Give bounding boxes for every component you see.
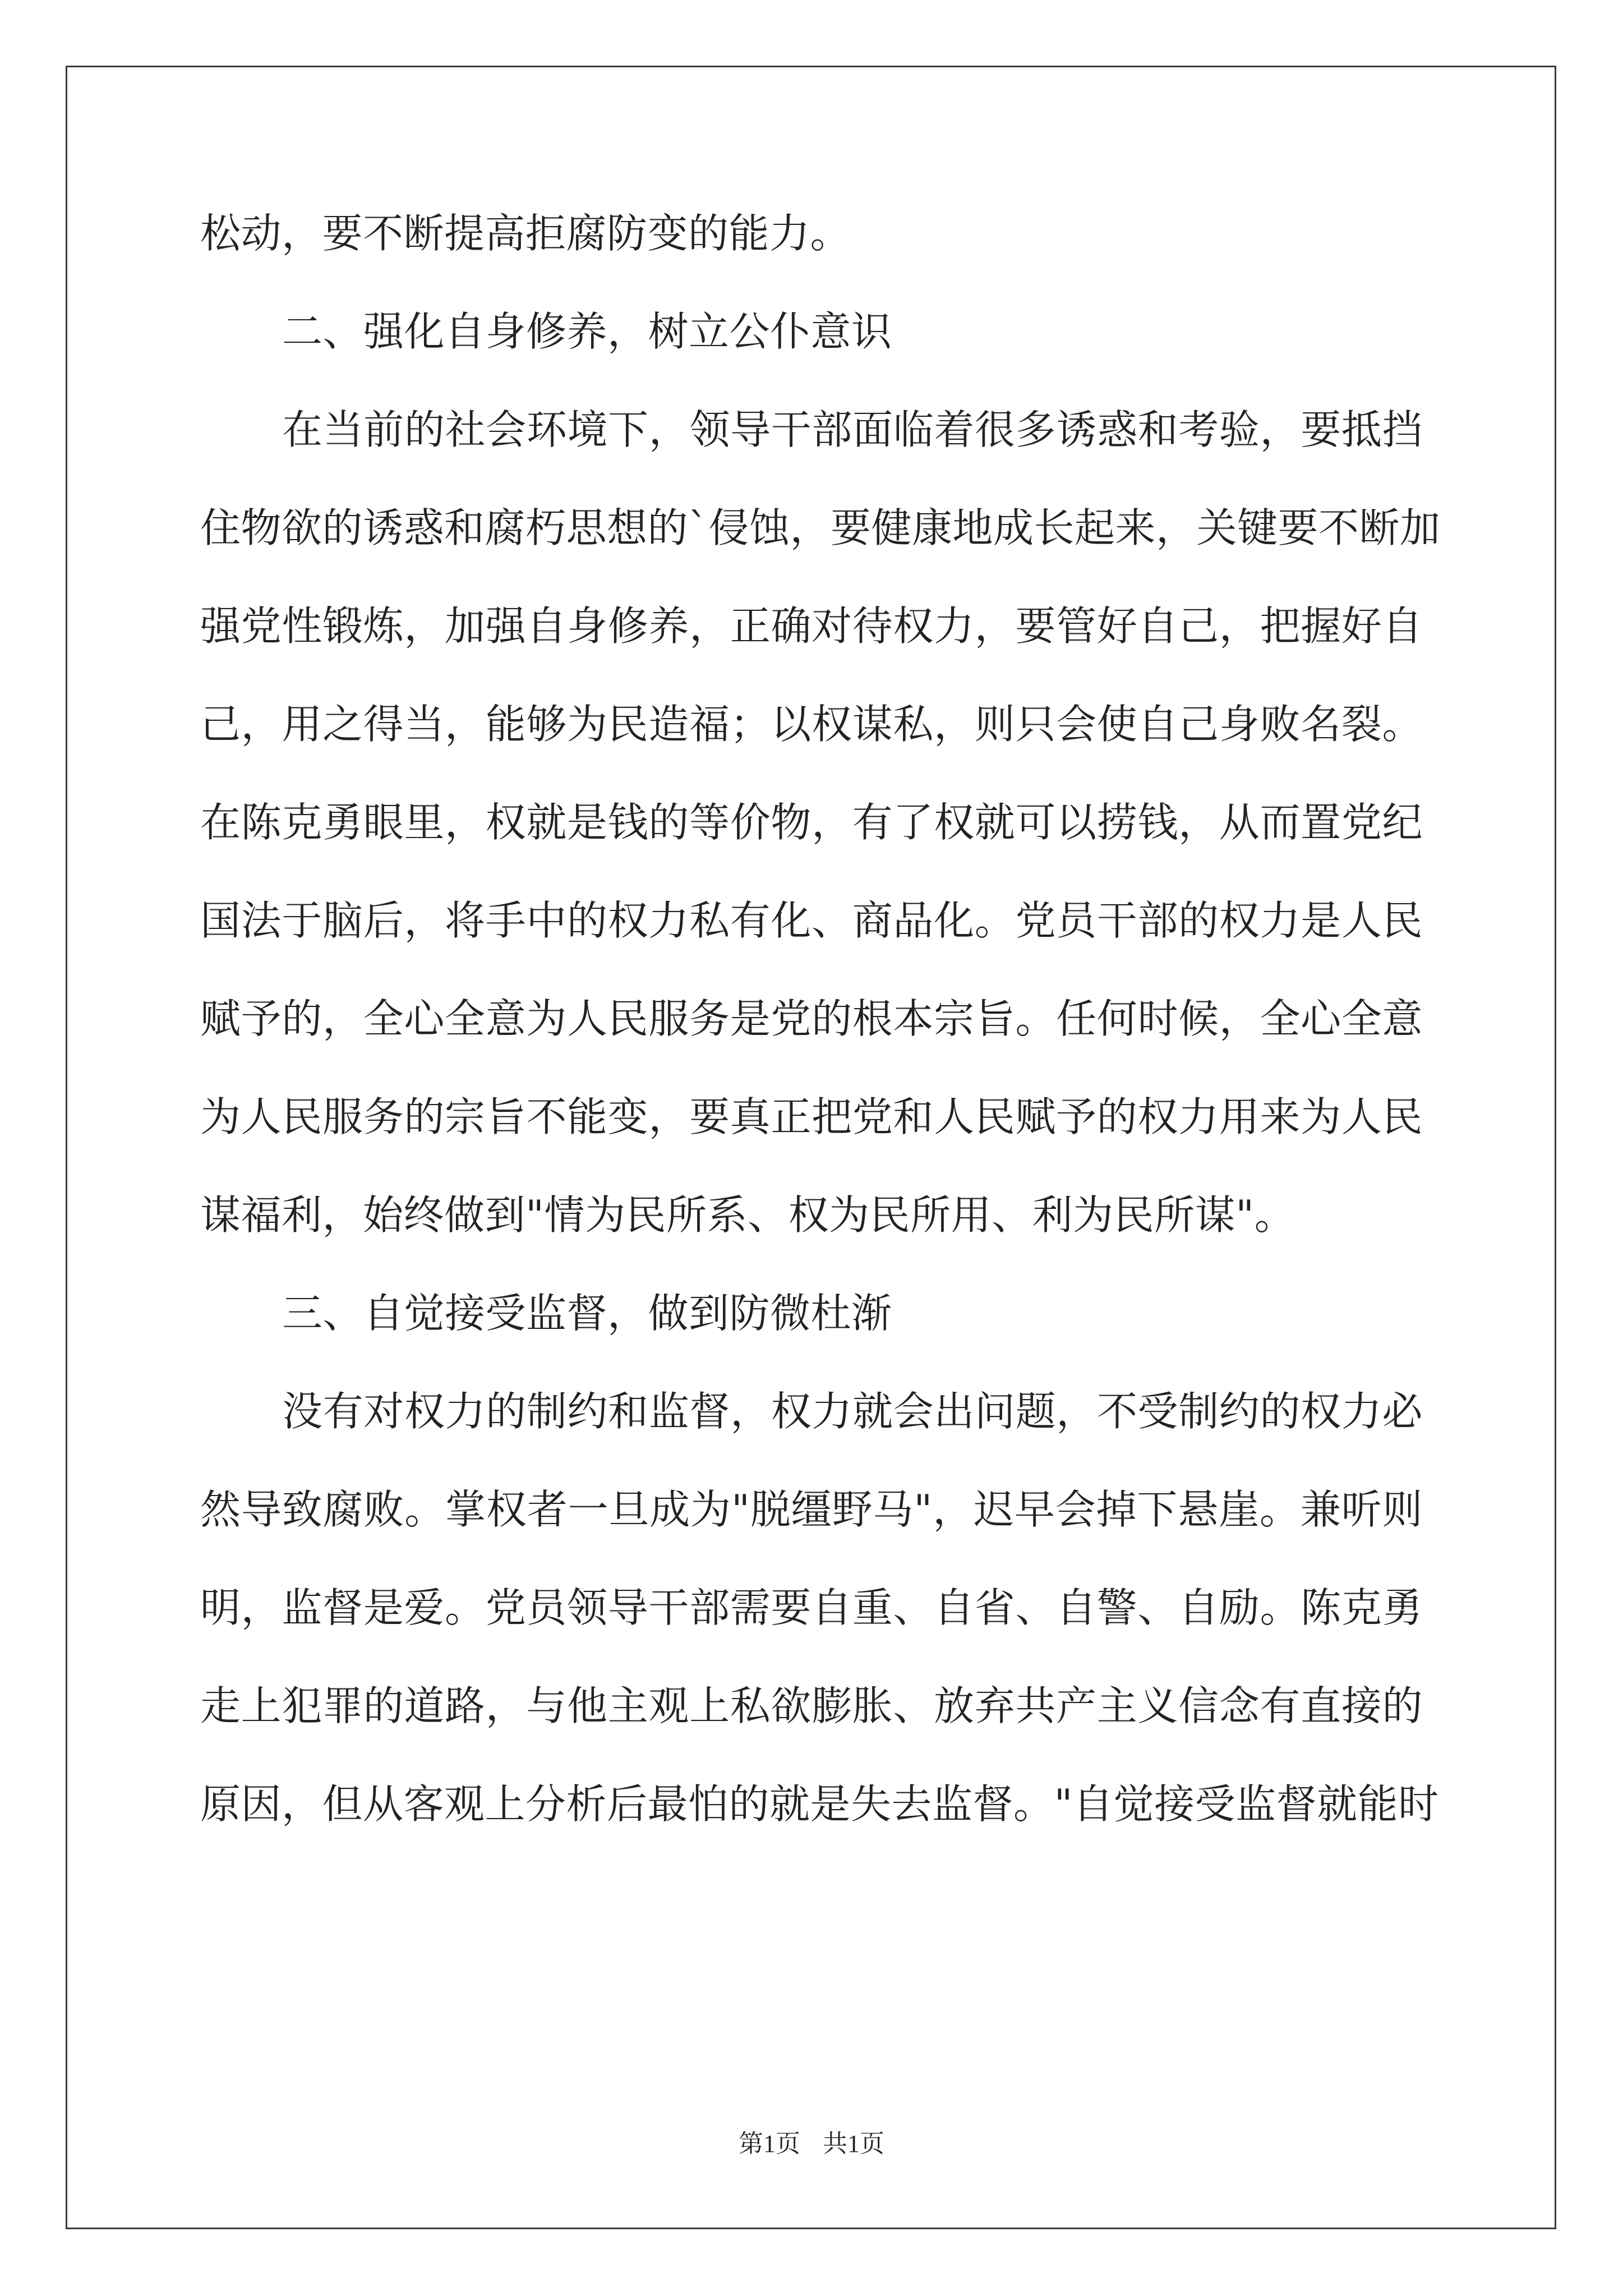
text-line: 明，监督是爱。党员领导干部需要自重、自省、自警、自励。陈克勇 (200, 1584, 1423, 1631)
text-line: 己，用之得当，能够为民造福；以权谋私，则只会使自己身败名裂。 (200, 701, 1423, 748)
section-heading: 二、强化自身修养，树立公仆意识 (282, 308, 892, 355)
paragraph-first-line: 没有对权力的制约和监督，权力就会出问题，不受制约的权力必 (282, 1388, 1423, 1435)
page-number-current: 第1页 (739, 2130, 800, 2157)
text-line: 走上犯罪的道路，与他主观上私欲膨胀、放弃共产主义信念有直接的 (200, 1682, 1423, 1729)
document-body (200, 210, 1441, 1882)
page-footer (0, 2123, 1623, 2159)
section-heading: 三、自觉接受监督，做到防微杜渐 (282, 1290, 892, 1337)
text-line: 国法于脑后，将手中的权力私有化、商品化。党员干部的权力是人民 (200, 897, 1423, 944)
paragraph-first-line: 在当前的社会环境下，领导干部面临着很多诱惑和考验，要抵挡 (282, 406, 1423, 453)
text-line: 谋福利，始终做到"情为民所系、权为民所用、利为民所谋"。 (200, 1191, 1295, 1239)
text-line: 然导致腐败。掌权者一旦成为"脱缰野马"，迟早会掉下悬崖。兼听则 (200, 1486, 1423, 1533)
text-line: 原因，但从客观上分析后最怕的就是失去监督。"自觉接受监督就能时 (200, 1780, 1439, 1828)
text-line: 在陈克勇眼里，权就是钱的等价物，有了权就可以捞钱，从而置党纪 (200, 799, 1423, 846)
text-line: 松动，要不断提高拒腐防变的能力。 (200, 210, 851, 257)
text-line: 强党性锻炼，加强自身修养，正确对待权力，要管好自己，把握好自 (200, 602, 1423, 650)
text-line: 住物欲的诱惑和腐朽思想的`侵蚀，要健康地成长起来，关键要不断加 (200, 504, 1441, 551)
page-number-total: 共1页 (823, 2130, 884, 2157)
text-line: 为人民服务的宗旨不能变，要真正把党和人民赋予的权力用来为人民 (200, 1093, 1423, 1140)
text-line: 赋予的，全心全意为人民服务是党的根本宗旨。任何时候，全心全意 (200, 995, 1423, 1042)
